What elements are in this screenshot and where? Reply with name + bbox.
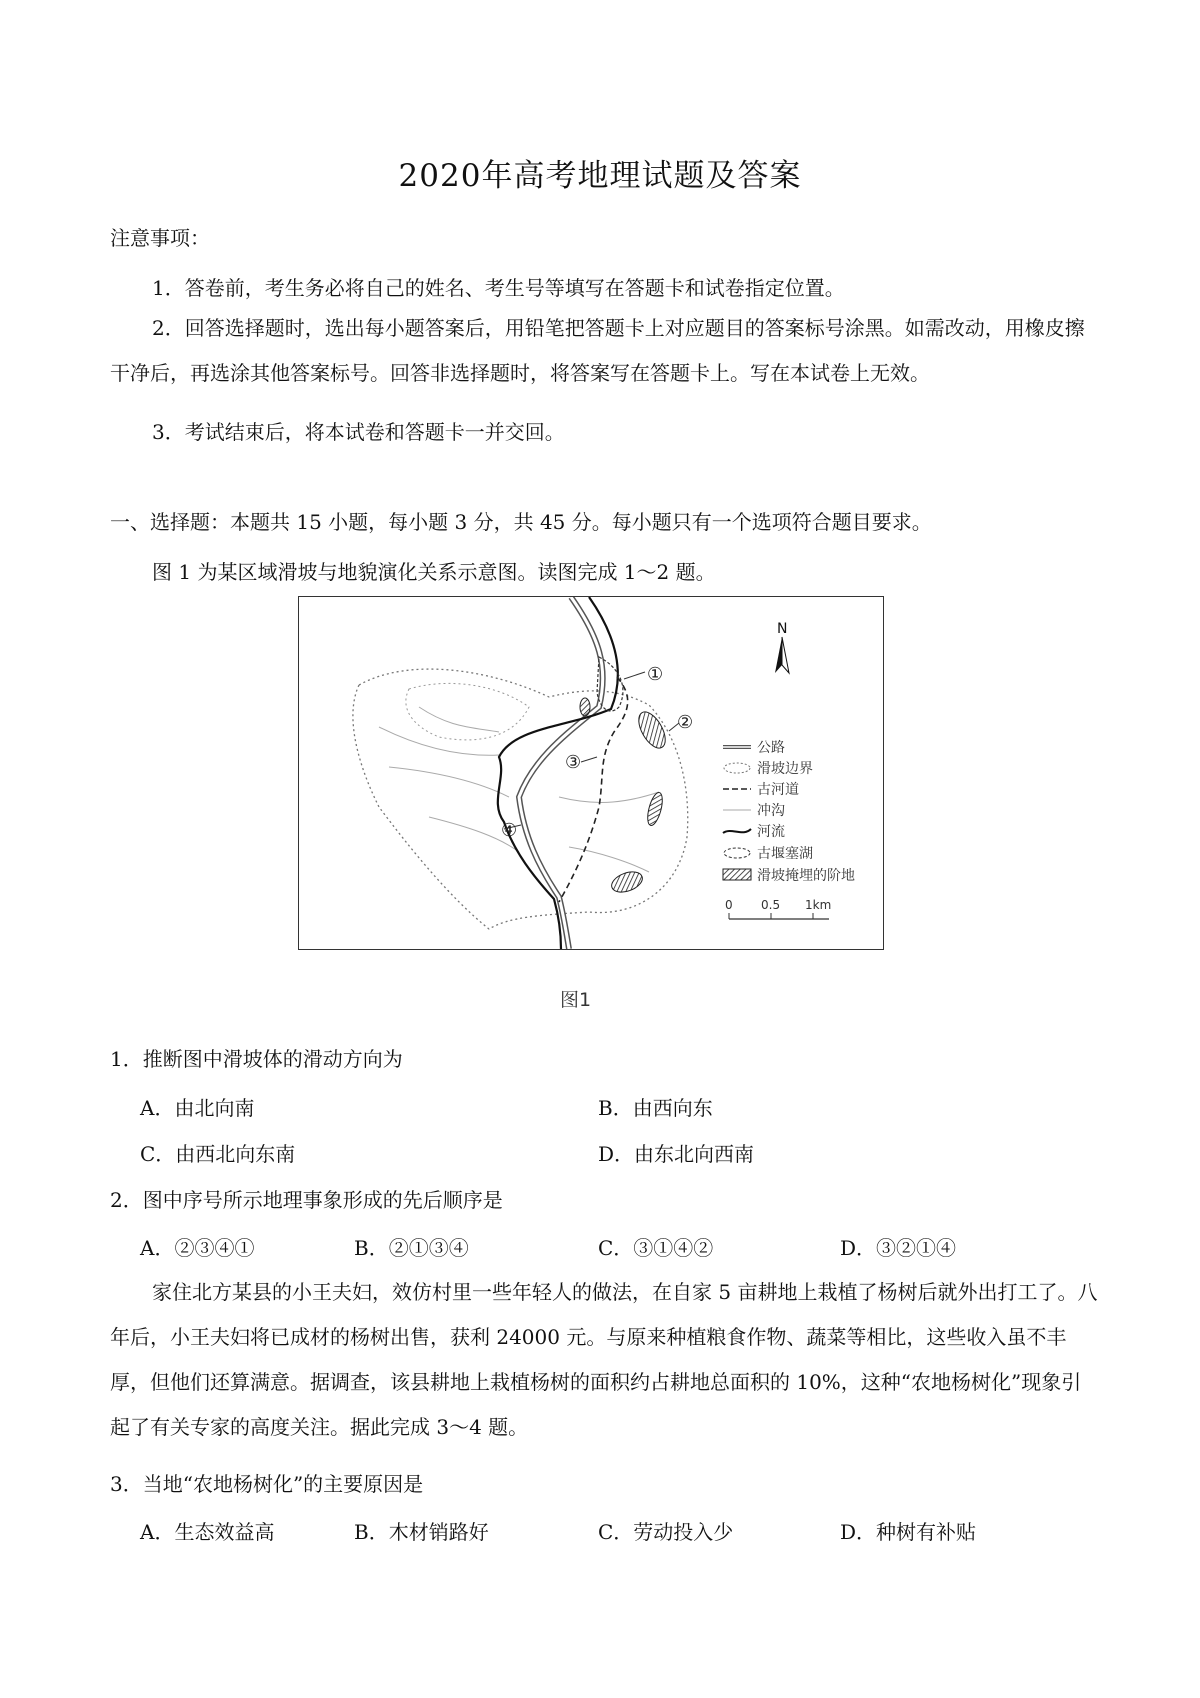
legend-road: 公路 (757, 740, 785, 756)
landslide-map-figure (298, 596, 884, 950)
passage: 家住北方某县的小王夫妇，效仿村里一些年轻人的做法，在自家 5 亩耕地上栽植了杨树后就外出打工了。八年后，小王夫妇将已成材的杨树出售，获利 24000 元。与原来种植粮食作物、蔬菜等相比，这些收入虽不丰厚，但他们还算满意。据调查，该县耕地上栽植杨树的面积约占耕地总面积的 10%，这种“农地杨树化”现象引起了有关专家的高度关注。据此完成 3～4 题。 (110, 1280, 1098, 1439)
q2-option-c: C．③①④② (598, 1236, 714, 1260)
legend-landslide-boundary: 滑坡边界 (757, 761, 813, 777)
notice-item-1: 1．答卷前，考生务必将自己的姓名、考生号等填写在答题卡和试卷指定位置。 (152, 276, 845, 300)
q3-option-c: C．劳动投入少 (598, 1520, 734, 1544)
scale-0: 0 (725, 898, 733, 912)
terrace-2 (580, 698, 590, 716)
north-arrow-icon (775, 637, 789, 673)
q2-option-a: A．②③④① (140, 1236, 255, 1260)
landslide-map (299, 597, 883, 949)
q1-stem: 1．推断图中滑坡体的滑动方向为 (110, 1047, 403, 1071)
legend-river: 河流 (757, 824, 785, 840)
terrace-3 (645, 791, 665, 827)
notice-item-2: 2．回答选择题时，选出每小题答案后，用铅笔把答题卡上对应题目的答案标号涂黑。如需改动，用橡皮擦干净后，再选涂其他答案标号。回答非选择题时，将答案写在答题卡上。写在本试卷上无效。 (110, 316, 1085, 385)
terrace-1 (633, 708, 670, 753)
page-title: 2020年高考地理试题及答案 (398, 158, 802, 194)
marker-4: ④ (501, 820, 518, 841)
legend (723, 740, 855, 884)
q1-option-b: B．由西向东 (598, 1096, 713, 1120)
q3-option-d: D．种树有补贴 (840, 1520, 977, 1544)
terrace-4 (609, 868, 645, 896)
section-heading: 一、选择题：本题共 15 小题，每小题 3 分，共 45 分。每小题只有一个选项符合题目要求。 (110, 510, 932, 534)
notice-item-3: 3．考试结束后，将本试卷和答题卡一并交回。 (152, 420, 565, 444)
q1-option-c: C．由西北向东南 (140, 1142, 296, 1166)
notice-heading: 注意事项： (110, 226, 210, 250)
figure-intro: 图 1 为某区域滑坡与地貌演化关系示意图。读图完成 1～2 题。 (152, 560, 716, 584)
legend-ancient-channel: 古河道 (757, 782, 799, 798)
q3-option-b: B．木材销路好 (354, 1520, 489, 1544)
q2-option-d: D．③②①④ (840, 1236, 957, 1260)
scale-bar (725, 898, 831, 919)
q2-stem: 2．图中序号所示地理事象形成的先后顺序是 (110, 1188, 503, 1212)
marker-1: ① (647, 664, 664, 685)
q1-option-a: A．由北向南 (140, 1096, 255, 1120)
scale-05: 0.5 (761, 898, 781, 912)
scale-1km: 1km (805, 898, 832, 912)
marker-2: ② (677, 712, 694, 733)
q2-option-b: B．②①③④ (354, 1236, 469, 1260)
q3-option-a: A．生态效益高 (140, 1520, 275, 1544)
figure-caption: 图1 (560, 989, 592, 1011)
legend-dammed-lake: 古堰塞湖 (757, 846, 813, 862)
north-label: N (777, 621, 788, 637)
legend-buried-terrace: 滑坡掩埋的阶地 (757, 868, 855, 884)
legend-gully: 冲沟 (757, 803, 785, 819)
q1-option-d: D．由东北向西南 (598, 1142, 755, 1166)
marker-3: ③ (565, 752, 582, 773)
ridge-outline (406, 683, 529, 739)
q3-stem: 3．当地“农地杨树化”的主要原因是 (110, 1472, 424, 1496)
